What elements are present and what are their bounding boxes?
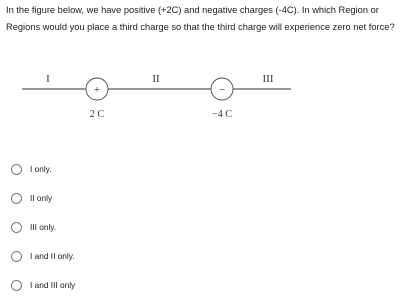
option-ii-only[interactable]	[11, 191, 52, 205]
option-i-only[interactable]	[11, 162, 52, 176]
negative-charge-label: −4 C	[212, 109, 232, 120]
radio-button[interactable]	[11, 251, 22, 262]
option-iii-only[interactable]	[11, 220, 56, 234]
region-label-ii: II	[152, 73, 160, 85]
positive-charge-label: 2 C	[89, 109, 105, 120]
positive-charge	[86, 78, 108, 100]
option-label: I only.	[30, 164, 52, 174]
option-label: I and III only	[30, 280, 76, 290]
question-text: In the figure below, we have positive (+2C) and negative charges (-4C). In which Region or Regions would you place a third charge so that the third charge will experience zero net force?	[6, 5, 395, 32]
option-label: III only.	[30, 222, 57, 232]
option-label: I and II only.	[30, 251, 75, 261]
region-label-iii: III	[262, 73, 274, 85]
radio-button[interactable]	[11, 280, 22, 291]
option-i-and-ii-only[interactable]	[11, 249, 75, 263]
positive-charge-sign: +	[93, 84, 101, 96]
negative-charge	[211, 78, 233, 100]
option-i-and-iii-only[interactable]	[11, 278, 75, 292]
radio-button[interactable]	[11, 193, 22, 204]
charge-diagram	[0, 60, 416, 130]
radio-button[interactable]	[11, 222, 22, 233]
radio-button[interactable]	[11, 164, 22, 175]
negative-charge-sign: −	[218, 84, 226, 96]
option-label: II only	[30, 193, 53, 203]
region-label-i: I	[46, 73, 50, 85]
